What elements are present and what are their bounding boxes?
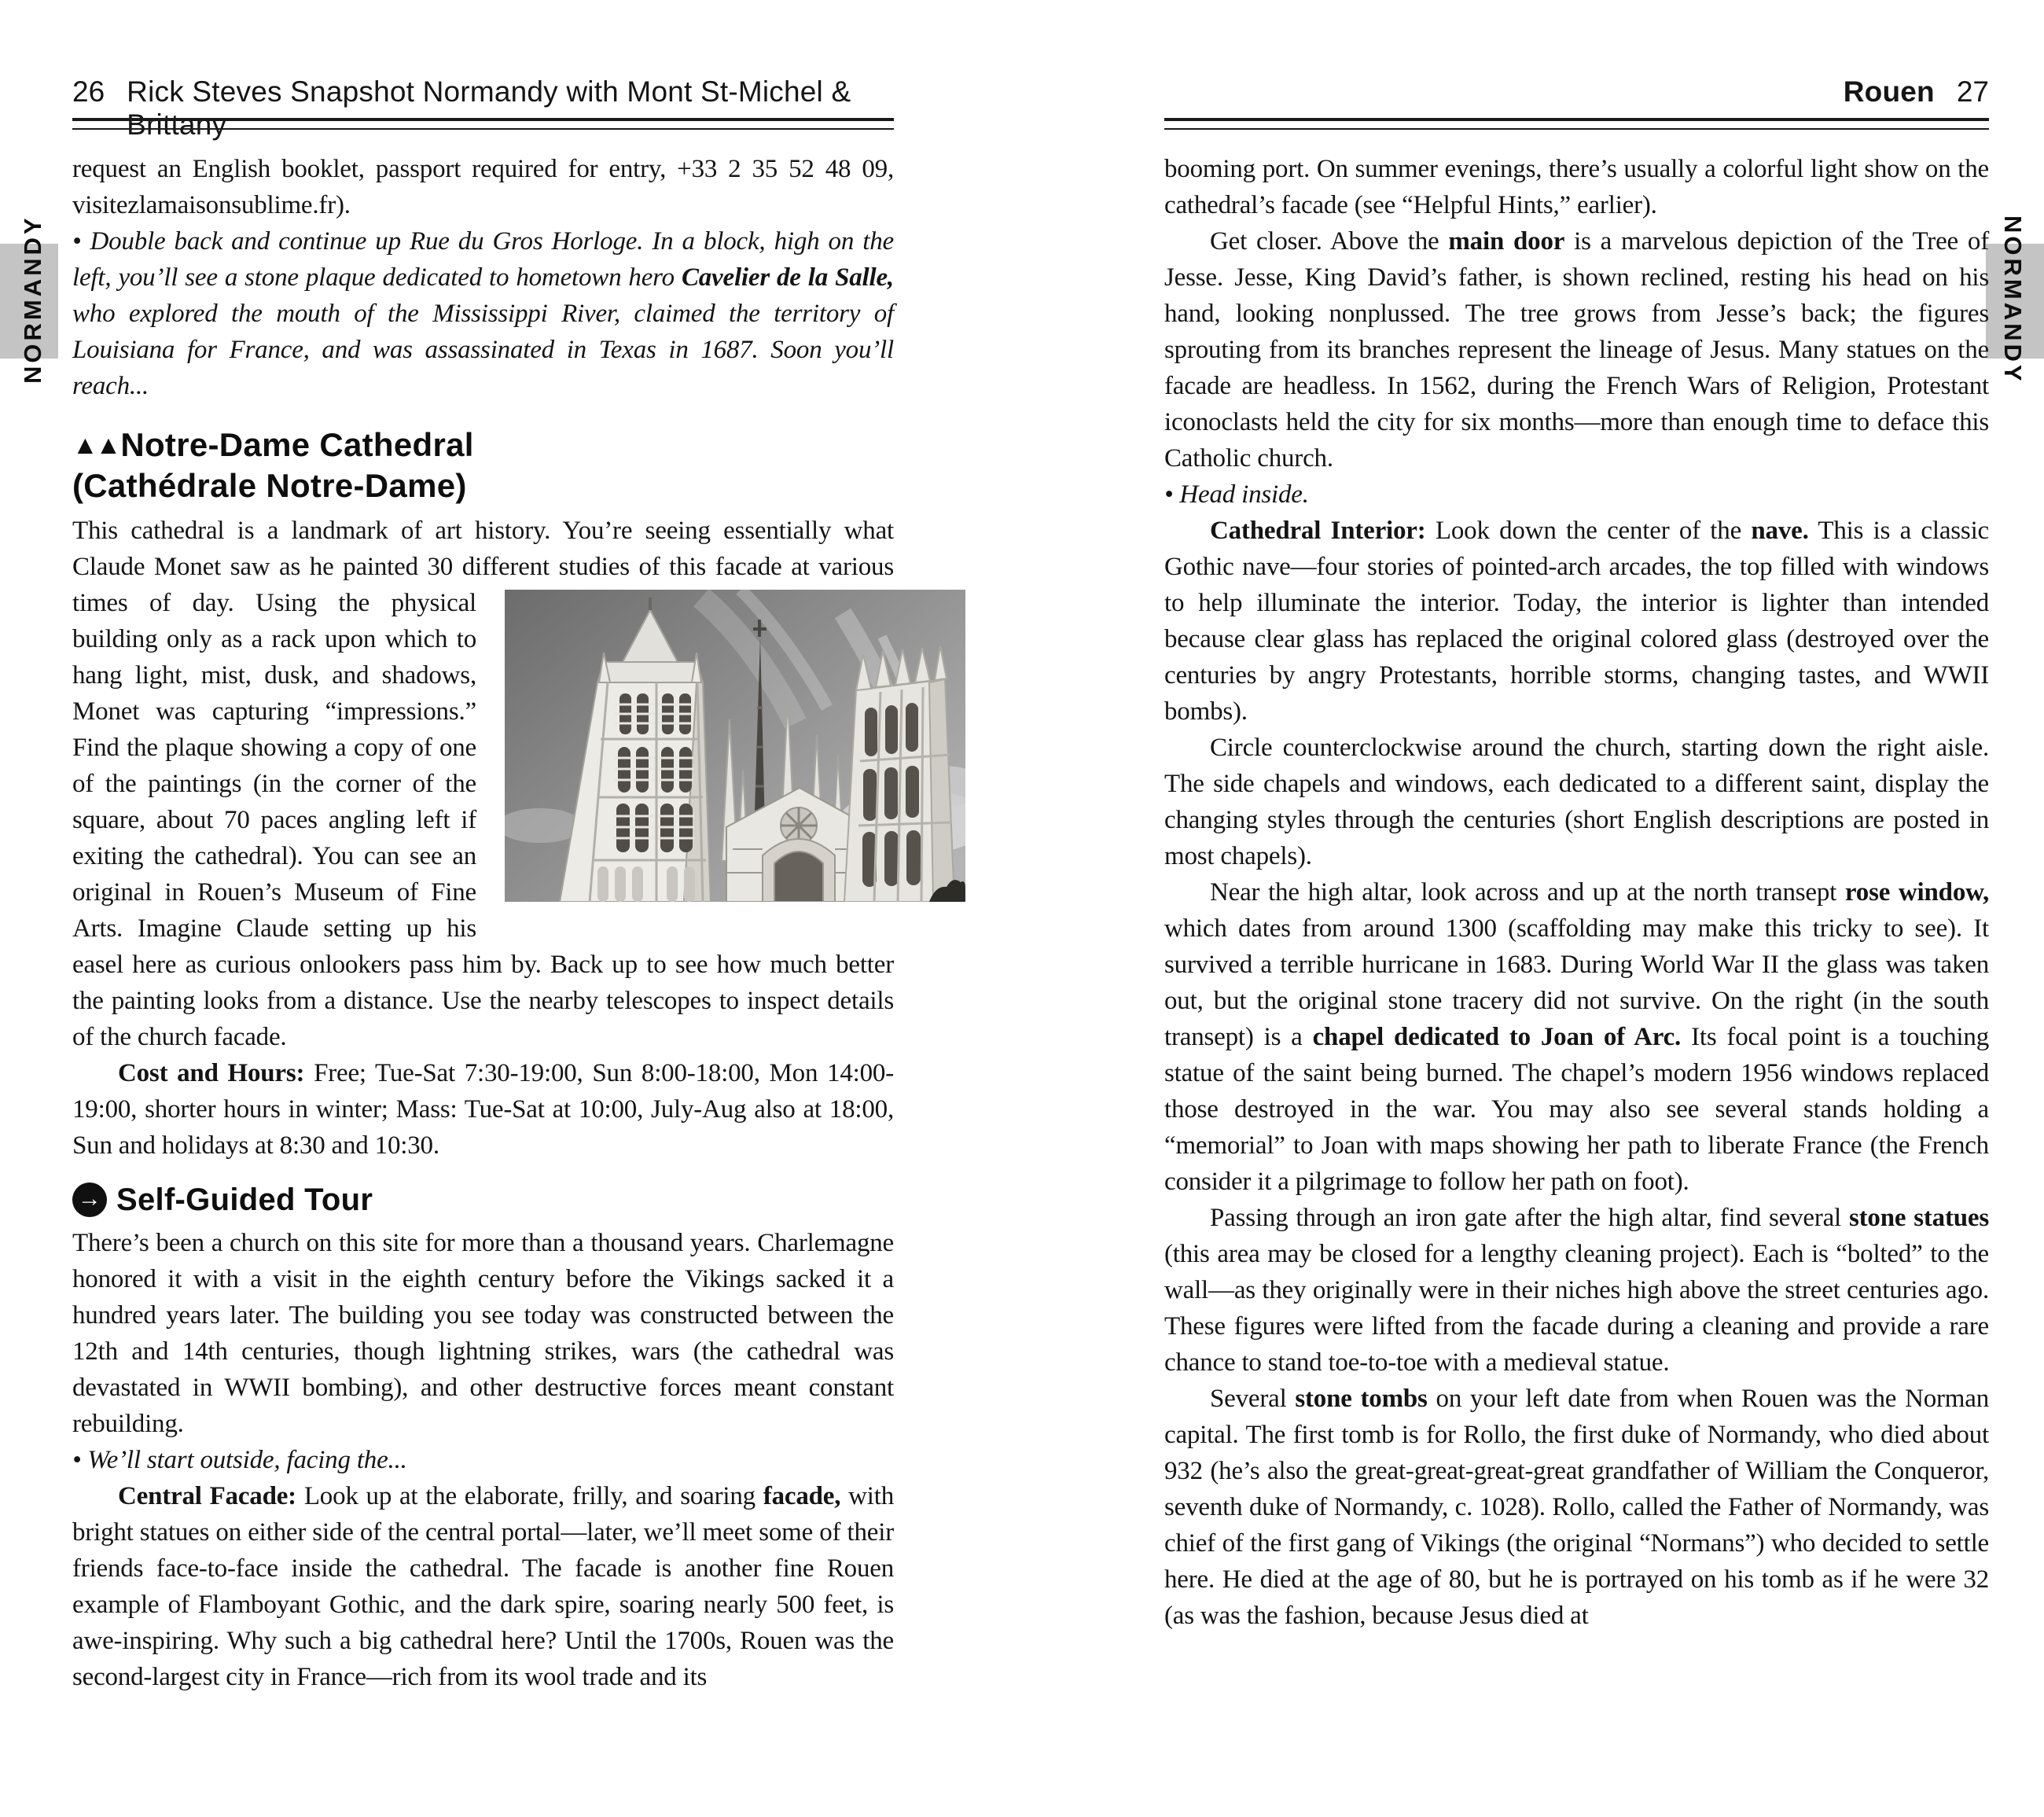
right-margin-tab-label: NORMANDY [1999, 215, 2027, 384]
section-heading-subtitle: (Cathédrale Notre-Dame) [72, 467, 467, 504]
direction-note-head-inside: • Head inside. [1164, 480, 1309, 509]
arrow-circle-icon: → [72, 1183, 107, 1217]
direction-note-double-back: • Double back and continue up Rue du Gros Horloge. In a block, high on the left, you’ll see a stone plaque dedicated to hometown hero Cavelier de la Salle, who explored the mouth of the Mississippi River, claimed the territory of Louisiana for France, and was assassinated in Texas in 1687. Soon you’ll reach... [72, 227, 894, 400]
paragraph-central-facade: Central Facade: Look up at the elaborate, frilly, and soaring facade, with bright statues on either side of the central portal—later, we’ll meet some of their friends face-to-face inside the cathedral. The facade is another fine Rouen example of Flamboyant Gothic, and the dark spire, soaring nearly 500 feet, is awe-inspiring. Why such a big cathedral here? Until the 1700s, Rouen was the second-largest city in France—rich from its wool trade and its [72, 1482, 894, 1691]
paragraph-monet-lead: This cathedral is a landmark of art history. You’re seeing essentially what Claude Monet saw as he painted 30 different studies of this [72, 517, 894, 581]
paragraph-circle-counterclockwise: Circle counterclockwise around the church, starting down the right aisle. The side chapels and windows, each dedicated to a different saint, display the changing styles through the centuries (short English descriptions are posted in most chapels). [1164, 734, 1989, 870]
paragraph-main-door: Get closer. Above the main door is a marvelous depiction of the Tree of Jesse. Jesse, King David’s father, is shown reclined, resting his head on his hand, looking nonplussed. The tree grows from Jesse’s back; the figures sprouting from its branches represent the lineage of Jesus. Many statues on the facade are headless. In 1562, during the French Wars of Religion, Protestant iconoclasts held the city for six months—more than enough time to deface this Catholic church. [1164, 227, 1989, 473]
left-page-number: 26 [72, 75, 105, 108]
right-header-title: Rouen [1843, 75, 1935, 108]
left-margin-tab-label: NORMANDY [19, 215, 46, 384]
paragraph-cathedral-interior: Cathedral Interior: Look down the center of the nave. This is a classic Gothic nave—four stories of pointed-arch arcades, the top filled with windows to help illuminate the interior. Today, the interior is lighter than intended because clear glass has replaced the original colored glass (destroyed over the centuries by angry Protestants, horrible storms, changing tastes, and WWII bombs). [1164, 517, 1989, 726]
paragraph-stone-statues: Passing through an iron gate after the high altar, find several stone statues (this area may be closed for a lengthy cleaning project). Each is “bolted” to the wall—as they originally were in their niches high above the street centuries ago. These figures were lifted from the facade during a cleaning and provide a rare chance to stand toe-to-toe with a medieval statue. [1164, 1204, 1989, 1377]
right-header-rule [1164, 118, 1989, 130]
direction-note-start-outside: • We’ll start outside, facing the... [72, 1446, 407, 1474]
left-page-column [72, 151, 894, 1695]
paragraph-monet [72, 513, 894, 1055]
section-heading-self-guided-tour [72, 1181, 894, 1219]
section-heading-notre-dame [72, 425, 894, 506]
self-guided-tour-title: Self-Guided Tour [116, 1183, 373, 1217]
paragraph-cost-hours: Cost and Hours: Free; Tue-Sat 7:30-19:00, Sun 8:00-18:00, Mon 14:00-19:00, shorter hours in winter; Mass: Tue-Sat at 10:00, July-Aug also at 18:00, Sun and holidays at 8:30 and 10:30. [72, 1059, 894, 1160]
section-heading-title: Notre-Dame Cathedral [120, 426, 474, 463]
right-page-number: 27 [1956, 75, 1989, 108]
paragraph-monet-rest: facade at various times of day. Using the physical building only as a rack upon which to hang light, mist, dusk, and shadows, Monet was capturing “impressions.” Find the plaque showing a copy of one of the paintings (in the corner of the square, about 70 paces angling left if exiting the cathedral). You can see an original in Rouen’s Museum of Fine Arts. Imagine Claude setting up his easel here as curious onlookers pass him by. Back up to see how much better the painting looks from a distance. Use the nearby telescopes to inspect details of the church facade. [72, 553, 895, 1051]
cathedral-photo [505, 590, 965, 902]
paragraph-stone-tombs: Several stone tombs on your left date from when Rouen was the Norman capital. The first tomb is for Rollo, the first duke of Normandy, who died about 932 (he’s also the great-great-great-great grandfather of William the Conqueror, seventh duke of Normandy, c. 1028). Rollo, called the Father of Normandy, was chief of the first gang of Vikings (the original “Normans”) who decided to settle here. He died at the age of 80, but he is portrayed on his tomb as if he were 32 (as was the fashion, because Jesus died at [1164, 1385, 1990, 1630]
left-page-header [72, 75, 894, 142]
right-page-column [1164, 151, 1989, 1634]
paragraph-request-booklet: request an English booklet, passport required for entry, +33 2 35 52 48 09, visitezlamaisonsublime.fr). [72, 155, 894, 219]
paragraph-rose-window: Near the high altar, look across and up at the north transept rose window, which dates from around 1300 (scaffolding may make this tricky to see). It survived a terrible hurricane in 1683. During World War II the glass was taken out, but the original stone tracery did not survive. On the right (in the south transept) is a chapel dedicated to Joan of Arc. Its focal point is a touching statue of the saint being burned. The chapel’s modern 1956 windows replaced those destroyed in the war. You may also see several stands holding a “memorial” to Joan with maps showing her path to liberate France (the French consider it a pilgrimage to follow her path on foot). [1164, 878, 1989, 1196]
paragraph-church-history: There’s been a church on this site for more than a thousand years. Charlemagne honored it with a visit in the eighth century before the Vikings sacked it a hundred years later. The building you see today was constructed between the 12th and 14th centuries, though lightning strikes, wars (the cathedral was devastated in WWII bombing), and other destructive forces meant constant rebuilding. [72, 1229, 894, 1438]
right-page-header [1164, 75, 1989, 109]
left-header-rule [72, 118, 894, 130]
left-header-title: Rick Steves Snapshot Normandy with Mont St-Michel & Brittany [127, 75, 851, 141]
double-triangle-rating-icon: ▲▲ [72, 430, 119, 459]
paragraph-booming-port: booming port. On summer evenings, there’s usually a colorful light show on the cathedral’s facade (see “Helpful Hints,” earlier). [1164, 155, 1989, 219]
